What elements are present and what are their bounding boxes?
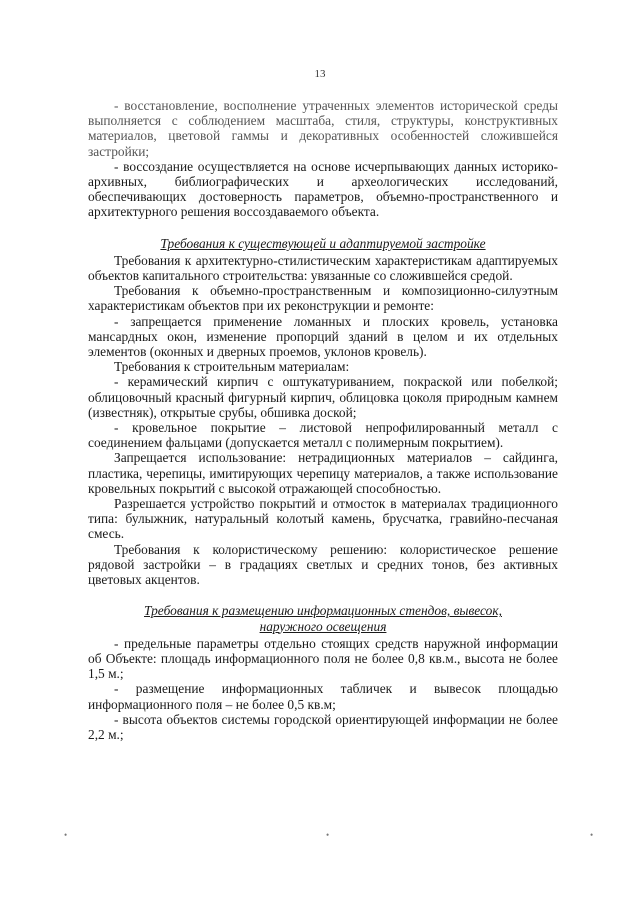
paragraph-roof-covering: - кровельное покрытие – листовой непрофилированный металл с соединением фальцами (допускается металл с полимерным покрытием).	[88, 420, 558, 451]
paragraph-roof-prohibition: - запрещается применение ломанных и плоских кровель, установка мансардных окон, изменение пропорций зданий в целом и их отдельных элементов (оконных и дверных проемов, уклонов кровель).	[88, 313, 558, 360]
paragraph-brick-materials: - керамический кирпич с оштукатуриванием, покраской или побелкой; облицовочный красный фигурный кирпич, облицовка цоколя природным камнем (известняк), открытые срубы, обшивка доской;	[88, 374, 558, 420]
section-heading-signage-line1: Требования к размещению информационных стендов, вывесок,	[144, 603, 502, 619]
paragraph-materials-heading: Требования к строительным материалам:	[114, 359, 350, 375]
paragraph-allowed-paving: Разрешается устройство покрытий и отмосток в материалах традиционного типа: булыжник, натуральный колотый камень, брусчатка, гравийно-песчаная смесь.	[88, 496, 558, 542]
scan-mark-left: •	[64, 830, 68, 840]
paragraph-plates-area: - размещение информационных табличек и вывесок площадью информационного поля – не более 0,5 кв.м;	[88, 681, 558, 712]
paragraph-signage-params: - предельные параметры отдельно стоящих средств наружной информации об Объекте: площадь информационного поля не более 0,8 кв.м., высота не более 1,5 м.;	[88, 635, 558, 682]
paragraph-recreation: - воссоздание осуществляется на основе исчерпывающих данных историко-архивных, библиографических и археологических исследований, обеспечивающих достоверность параметров, объемно-пространственного и архитектурного решения воссоздаваемого объекта.	[88, 158, 558, 220]
section-heading-signage-line2: наружного освещения	[259, 618, 387, 634]
document-body	[88, 98, 558, 742]
paragraph-style-requirements: Требования к архитектурно-стилистическим характеристикам адаптируемых объектов капитального строительства: увязанные со сложившейся средой.	[88, 252, 558, 284]
scan-mark-center: •	[326, 830, 330, 840]
paragraph-restoration: - восстановление, восполнение утраченных элементов исторической среды выполняется с соблюдением масштаба, стиля, структуры, конструктивных материалов, цветовой гаммы и декоративных особенностей сложившейся застройки;	[88, 98, 558, 159]
paragraph-prohibited-materials: Запрещается использование: нетрадиционных материалов – сайдинга, пластика, черепицы, имитирующих черепицу материалов, а также использование кровельных покрытий с высокой отражающей способностью.	[88, 450, 558, 496]
paragraph-volume-requirements: Требования к объемно-пространственным и композиционно-силуэтным характеристикам объектов при их реконструкции и ремонте:	[88, 283, 558, 314]
paragraph-wayfinding-height: - высота объектов системы городской ориентирующей информации не более 2,2 м.;	[88, 711, 558, 742]
scan-mark-right: •	[590, 830, 594, 840]
paragraph-color-requirements: Требования к колористическому решению: колористическое решение рядовой застройки – в градациях светлых и средних тонов, без активных цветовых акцентов.	[88, 541, 558, 588]
page-number: 13	[314, 68, 326, 80]
section-heading-existing-buildings: Требования к существующей и адаптируемой застройке	[160, 235, 486, 251]
